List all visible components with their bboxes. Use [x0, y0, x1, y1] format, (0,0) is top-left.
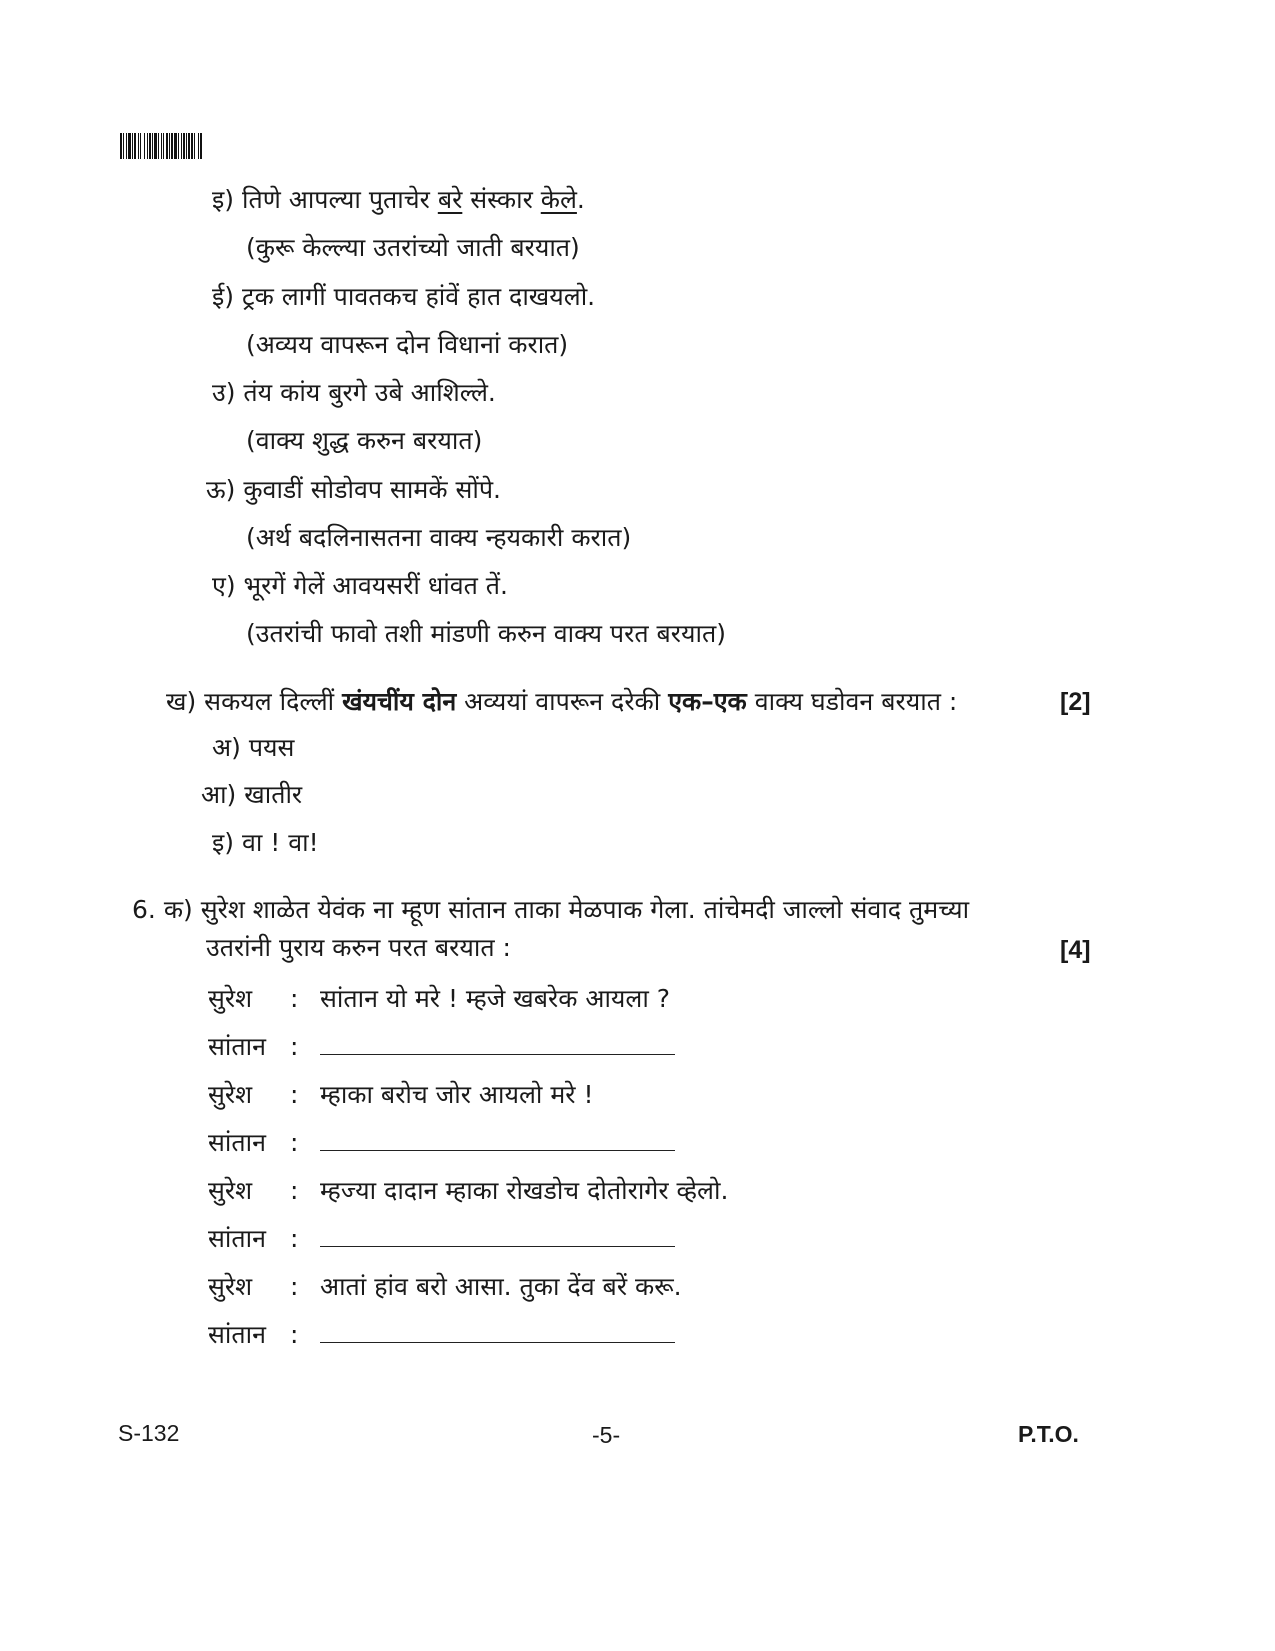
answer-blank[interactable] — [320, 1222, 675, 1247]
item-label: ऊ) — [206, 475, 236, 504]
marks-badge: [2] — [1060, 688, 1091, 716]
speaker-name: सांतान — [208, 1128, 266, 1157]
speaker-colon: : — [290, 1080, 299, 1109]
answer-blank[interactable] — [320, 1030, 675, 1055]
question-6-line2: उतरांनी पुराय करुन परत बरयात : — [206, 933, 511, 962]
page-number: -5- — [592, 1422, 621, 1448]
item-label: उ) — [212, 378, 236, 407]
option-a: अ) पयस — [212, 733, 295, 762]
option-i: इ) वा ! वा! — [212, 828, 319, 857]
paper-code: S-132 — [118, 1420, 180, 1446]
speaker-colon: : — [290, 1272, 299, 1301]
item-ii: ई) ट्रक लागीं पावतकच हांवें हात दाखयलो. — [212, 282, 596, 311]
underlined-word: केले — [540, 185, 577, 214]
speaker-colon: : — [290, 984, 299, 1013]
speaker-name: सांतान — [208, 1320, 266, 1349]
item-v: ए) भूरगें गेलें आवयसरीं धांवत तें. — [212, 571, 508, 600]
dialogue-row — [208, 1174, 728, 1208]
item-v-instruction: (उतरांची फावो तशी मांडणी करुन वाक्य परत बरयात) — [246, 619, 727, 648]
speaker-colon: : — [290, 1128, 299, 1157]
barcode-bar — [202, 133, 203, 159]
dialogue-row — [208, 982, 670, 1016]
marks-badge: [4] — [1060, 936, 1091, 964]
dialogue-text: म्हाका बरोच जोर आयलो मरे ! — [320, 1080, 594, 1109]
question-number: 6. — [132, 895, 156, 924]
speaker-name: सुरेश — [208, 984, 253, 1013]
answer-blank[interactable] — [320, 1318, 675, 1343]
dialogue-text: सांतान यो मरे ! म्हजे खबरेक आयला ? — [320, 984, 671, 1013]
dialogue-row — [208, 1270, 682, 1304]
question-label: ख) — [166, 687, 197, 716]
item-iii: उ) तंय कांय बुरगे उबे आशिल्ले. — [212, 378, 496, 407]
item-i: इ) तिणे आपल्या पुताचेर बरे संस्कार केले. — [212, 185, 585, 214]
item-iii-instruction: (वाक्य शुद्ध करुन बरयात) — [246, 426, 483, 455]
question-label: क) — [163, 895, 193, 924]
option-aa: आ) खातीर — [201, 780, 303, 809]
item-i-instruction: (कुरू केल्ल्या उतरांच्यो जाती बरयात) — [246, 233, 580, 262]
item-iv: ऊ) कुवाडीं सोडोवप सामकें सोंपे. — [206, 475, 501, 504]
speaker-name: सांतान — [208, 1032, 266, 1061]
dialogue-row — [208, 1030, 675, 1064]
pto-label: P.T.O. — [1018, 1421, 1079, 1447]
question-kha: ख) सकयल दिल्लीं खंयचींय दोन अव्ययां वापरून दरेकी एक–एक वाक्य घडोवन बरयात : — [166, 687, 958, 716]
item-label: इ) — [212, 185, 235, 214]
speaker-colon: : — [290, 1176, 299, 1205]
speaker-name: सुरेश — [208, 1272, 253, 1301]
dialogue-text: म्हज्या दादान म्हाका रोखडोच दोतोरागेर व्हेलो. — [320, 1176, 729, 1205]
item-iv-instruction: (अर्थ बदलिनासतना वाक्य न्हयकारी करात) — [246, 523, 632, 552]
item-label: ई) — [212, 282, 235, 311]
item-label: ए) — [212, 571, 236, 600]
speaker-name: सुरेश — [208, 1080, 253, 1109]
dialogue-text: आतां हांव बरो आसा. तुका देंव बरें करू. — [320, 1272, 682, 1301]
dialogue-row — [208, 1318, 675, 1352]
item-ii-instruction: (अव्यय वापरून दोन विधानां करात) — [246, 330, 569, 359]
speaker-name: सांतान — [208, 1224, 266, 1253]
question-6: 6. क) सुरेश शाळेत येवंक ना म्हूण सांतान ताका मेळपाक गेला. तांचेमदी जाल्लो संवाद तुमच्या — [132, 895, 970, 924]
speaker-colon: : — [290, 1224, 299, 1253]
dialogue-row — [208, 1222, 675, 1256]
dialogue-row — [208, 1078, 593, 1112]
answer-blank[interactable] — [320, 1126, 675, 1151]
speaker-colon: : — [290, 1032, 299, 1061]
underlined-word: बरे — [437, 185, 463, 214]
dialogue-row — [208, 1126, 675, 1160]
speaker-colon: : — [290, 1320, 299, 1349]
barcode — [120, 133, 254, 159]
speaker-name: सुरेश — [208, 1176, 253, 1205]
